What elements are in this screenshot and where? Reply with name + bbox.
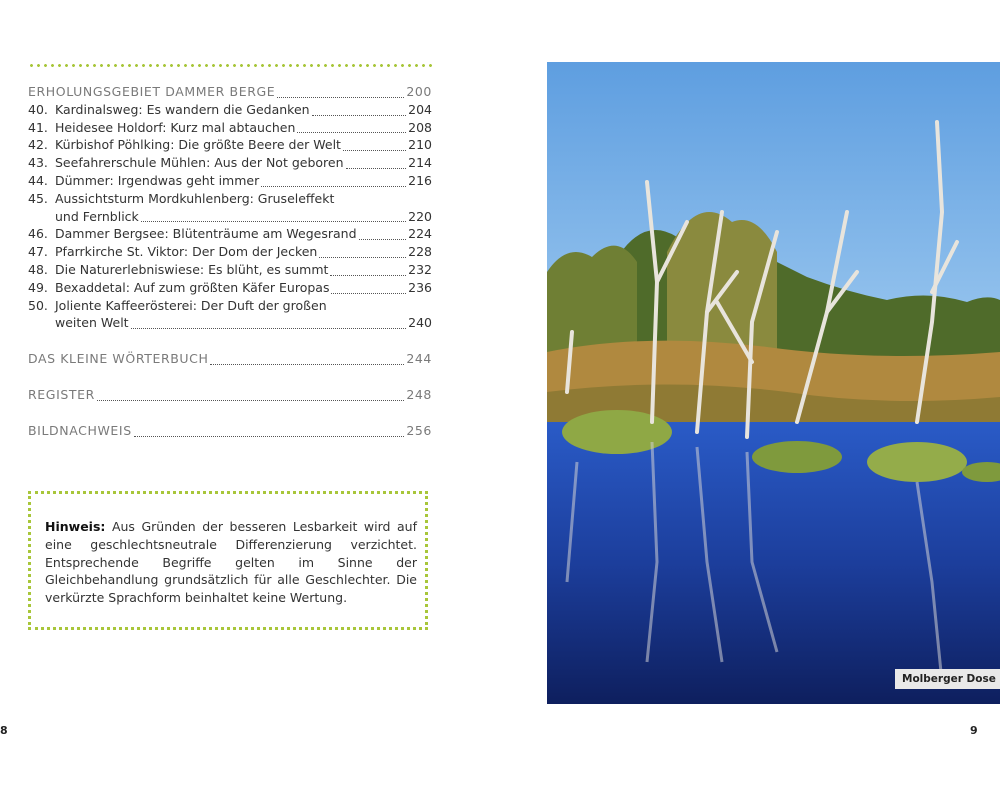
toc-title: und Fernblick bbox=[55, 208, 139, 224]
toc-page-number: 208 bbox=[408, 119, 432, 135]
toc-leader-dots bbox=[319, 257, 406, 258]
toc-entry bbox=[28, 280, 432, 298]
toc-entry bbox=[28, 191, 432, 209]
toc-title: Die Naturerlebniswiese: Es blüht, es summt bbox=[55, 261, 329, 277]
toc-title: BILDNACHWEIS bbox=[28, 422, 132, 438]
toc-page-number: 204 bbox=[408, 101, 432, 117]
toc-section bbox=[28, 423, 432, 441]
toc-entry-number: 49. bbox=[28, 279, 48, 295]
toc-entry bbox=[28, 315, 432, 333]
toc-entry-number: 50. bbox=[28, 297, 48, 313]
toc-entry bbox=[28, 173, 432, 191]
toc-leader-dots bbox=[134, 436, 405, 437]
toc-leader-dots bbox=[210, 364, 404, 365]
toc-leader-dots bbox=[312, 115, 407, 116]
toc-page-number: 210 bbox=[408, 137, 432, 153]
toc-page-number: 216 bbox=[408, 172, 432, 188]
toc-entry bbox=[28, 137, 432, 155]
top-dotted-rule bbox=[28, 64, 432, 67]
toc-title: weiten Welt bbox=[55, 315, 129, 331]
toc-section bbox=[28, 387, 432, 405]
toc-spacer bbox=[28, 333, 432, 351]
toc-entry bbox=[28, 226, 432, 244]
toc-page-number: 228 bbox=[408, 244, 432, 260]
toc-page-number: 224 bbox=[408, 226, 432, 242]
toc-entry bbox=[28, 102, 432, 120]
toc-entry bbox=[28, 244, 432, 262]
toc-entry bbox=[28, 155, 432, 173]
toc-leader-dots bbox=[343, 150, 406, 151]
moor-landscape-image bbox=[547, 62, 1000, 704]
toc-title: Dümmer: Irgendwas geht immer bbox=[55, 172, 260, 188]
table-of-contents bbox=[28, 84, 432, 441]
toc-leader-dots bbox=[359, 239, 407, 240]
toc-leader-dots bbox=[261, 186, 406, 187]
page-number-right: 9 bbox=[970, 724, 978, 737]
toc-title: Kardinalsweg: Es wandern die Gedanken bbox=[55, 101, 310, 117]
hint-text bbox=[45, 518, 417, 607]
toc-entry-number: 48. bbox=[28, 261, 48, 277]
toc-entry bbox=[28, 209, 432, 227]
toc-title: Joliente Kaffeerösterei: Der Duft der großen bbox=[55, 297, 327, 313]
toc-entry-number: 41. bbox=[28, 119, 48, 135]
toc-entry-number: 43. bbox=[28, 155, 48, 171]
toc-page-number: 256 bbox=[406, 422, 432, 438]
toc-spacer bbox=[28, 369, 432, 387]
toc-entry-number: 42. bbox=[28, 137, 48, 153]
toc-title: Bexaddetal: Auf zum größten Käfer Europas bbox=[55, 279, 330, 295]
toc-leader-dots bbox=[277, 97, 404, 98]
toc-leader-dots bbox=[141, 221, 406, 222]
toc-entry bbox=[28, 262, 432, 280]
toc-leader-dots bbox=[346, 168, 407, 169]
toc-page-number: 244 bbox=[406, 351, 432, 367]
toc-title: ERHOLUNGSGEBIET DAMMER BERGE bbox=[28, 84, 276, 99]
toc-leader-dots bbox=[297, 132, 406, 133]
toc-page-number: 214 bbox=[408, 155, 432, 171]
toc-leader-dots bbox=[331, 293, 406, 294]
toc-page-number: 200 bbox=[406, 84, 432, 99]
toc-page-number: 236 bbox=[408, 279, 432, 295]
hint-body: Aus Gründen der besseren Lesbarkeit wird auf eine geschlechtsneutrale Differenzierung verzichtet. Entsprechende Begriffe gelten im Sinne der Gleichbehandlung grundsätzlich für alle Geschlechter. Die verkürzte Sprachform beinhaltet keine Wertung. bbox=[45, 519, 417, 606]
toc-title: Pfarrkirche St. Viktor: Der Dom der Jecken bbox=[55, 244, 318, 260]
photo-caption: Molberger Dose bbox=[895, 669, 1000, 689]
toc-leader-dots bbox=[131, 328, 407, 329]
toc-title: Seefahrerschule Mühlen: Aus der Not geboren bbox=[55, 155, 344, 171]
toc-section bbox=[28, 84, 432, 102]
toc-leader-dots bbox=[330, 275, 406, 276]
toc-entry-number: 45. bbox=[28, 190, 48, 206]
toc-title: DAS KLEINE WÖRTERBUCH bbox=[28, 351, 209, 367]
toc-section bbox=[28, 351, 432, 369]
hint-label: Hinweis: bbox=[45, 519, 106, 534]
page-number-left: 8 bbox=[0, 724, 8, 737]
toc-title: Aussichtsturm Mordkuhlenberg: Gruseleffekt bbox=[55, 190, 335, 206]
toc-leader-dots bbox=[97, 400, 404, 401]
toc-entry-number: 40. bbox=[28, 101, 48, 117]
toc-spacer bbox=[28, 405, 432, 423]
moor-photo bbox=[547, 62, 1000, 704]
toc-entry-number: 47. bbox=[28, 244, 48, 260]
toc-entry-number: 46. bbox=[28, 226, 48, 242]
toc-title: Kürbishof Pöhlking: Die größte Beere der Welt bbox=[55, 137, 341, 153]
toc-title: REGISTER bbox=[28, 386, 95, 402]
toc-page-number: 248 bbox=[406, 386, 432, 402]
toc-title: Heidesee Holdorf: Kurz mal abtauchen bbox=[55, 119, 296, 135]
toc-title: Dammer Bergsee: Blütenträume am Wegesrand bbox=[55, 226, 357, 242]
toc-entry bbox=[28, 298, 432, 316]
toc-entry bbox=[28, 120, 432, 138]
toc-page-number: 232 bbox=[408, 261, 432, 277]
toc-entry-number: 44. bbox=[28, 172, 48, 188]
toc-page-number: 220 bbox=[408, 208, 432, 224]
toc-page-number: 240 bbox=[408, 315, 432, 331]
